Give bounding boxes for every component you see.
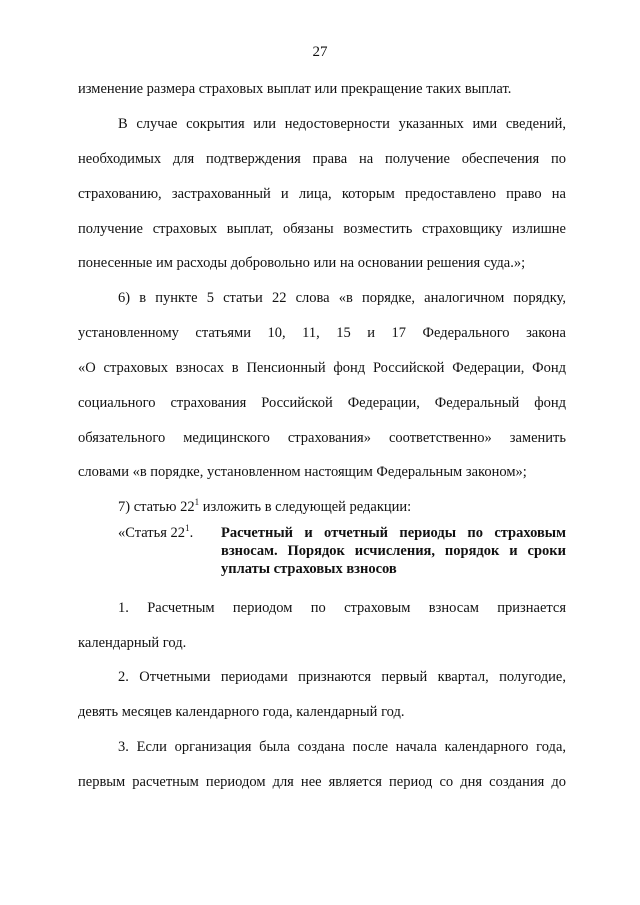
item-7-line — [118, 498, 566, 516]
article-label — [118, 524, 193, 542]
page-number: 27 — [312, 44, 328, 60]
paragraph-start-line: 1. Расчетным периодом по страховым взносам признается — [118, 600, 566, 616]
text-line: первым расчетным периодом для нее является период со дня создания до — [78, 774, 566, 790]
text-line: получение страховых выплат, обязаны возместить страховщику излишне — [78, 221, 566, 237]
text-line: календарный год. — [78, 635, 187, 651]
text-line: социального страхования Российской Федерации, Федеральный фонд — [78, 395, 566, 411]
paragraph-start-line: 2. Отчетными периодами признаются первый квартал, полугодие, — [118, 669, 566, 685]
text-line: необходимых для подтверждения права на получение обеспечения по — [78, 151, 566, 167]
article-title — [221, 524, 566, 578]
paragraph-start-line: 3. Если организация была создана после начала календарного года, — [118, 739, 566, 755]
item-7-superscript: 1 — [194, 497, 200, 507]
paragraph-start-line: 6) в пункте 5 статьи 22 слова «в порядке, аналогичном порядку, — [118, 290, 566, 306]
text-line: словами «в порядке, установленном настоящим Федеральным законом»; — [78, 464, 527, 480]
text-line: обязательного медицинского страхования» соответственно» заменить — [78, 430, 566, 446]
text-line: девять месяцев календарного года, календарный год. — [78, 704, 405, 720]
article-label-dot: . — [189, 525, 194, 541]
text-line: изменение размера страховых выплат или прекращение таких выплат. — [78, 81, 512, 97]
item-7-suffix: изложить в следующей редакции: — [199, 499, 412, 515]
article-title-line: взносам. Порядок исчисления, порядок и сроки — [221, 543, 566, 559]
article-title-line: уплаты страховых взносов — [221, 561, 397, 577]
article-title-line: Расчетный и отчетный периоды по страховым — [221, 525, 566, 541]
paragraph-start-line: В случае сокрытия или недостоверности указанных ими сведений, — [118, 116, 566, 132]
text-line: установленному статьями 10, 11, 15 и 17 Федерального закона — [78, 325, 566, 341]
text-line: страхованию, застрахованный и лица, которым предоставлено право на — [78, 186, 566, 202]
text-line: «О страховых взносах в Пенсионный фонд Российской Федерации, Фонд — [78, 360, 566, 376]
item-7-prefix: 7) статью 22 — [118, 499, 195, 515]
text-line: понесенные им расходы добровольно или на основании решения суда.»; — [78, 255, 526, 271]
article-label-text: «Статья 22 — [118, 525, 186, 541]
article-label-superscript: 1 — [185, 523, 190, 533]
